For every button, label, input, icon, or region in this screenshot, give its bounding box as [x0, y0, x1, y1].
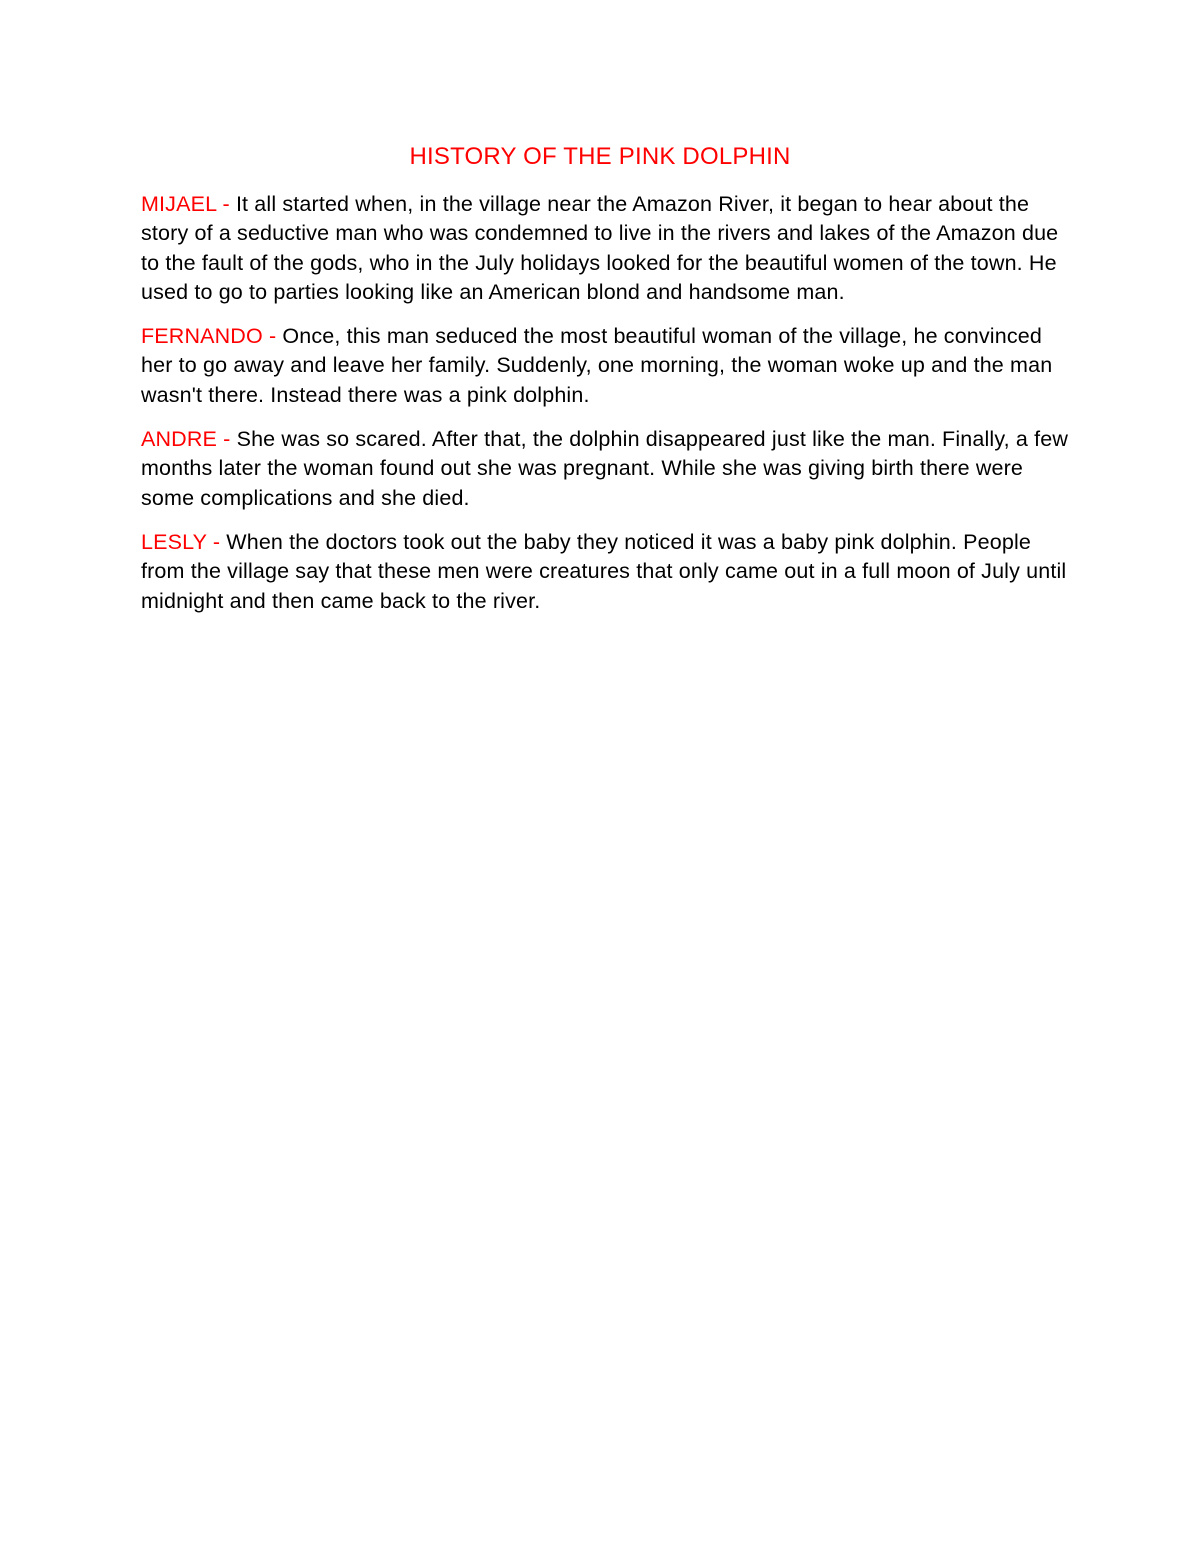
paragraph-andre	[141, 425, 1071, 513]
paragraph-fernando	[141, 322, 1071, 410]
paragraph-mijael	[141, 190, 1071, 307]
paragraph-text: When the doctors took out the baby they noticed it was a baby pink dolphin. People from the village say that these men were creatures that only came out in a full moon of July until midnight and then came back to the river.	[141, 529, 1067, 613]
speaker-label: ANDRE -	[141, 427, 237, 452]
speaker-label: LESLY -	[141, 529, 227, 554]
document-body	[141, 190, 1071, 631]
document-title: HISTORY OF THE PINK DOLPHIN	[409, 143, 791, 170]
paragraph-text: Once, this man seduced the most beautiful woman of the village, he convinced her to go away and leave her family. Suddenly, one morning, the woman woke up and the man wasn't there. Instead there was a pink dolphin.	[141, 324, 1053, 407]
paragraph-lesly	[141, 528, 1071, 616]
speaker-label: MIJAEL -	[141, 192, 236, 216]
speaker-label: FERNANDO -	[141, 324, 283, 349]
paragraph-text: She was so scared. After that, the dolphin disappeared just like the man. Finally, a few months later the woman found out she was pregnant. While she was giving birth there were some complications and she died.	[141, 427, 1069, 510]
paragraph-text: It all started when, in the village near the Amazon River, it began to hear about the story of a seductive man who was condemned to live in the rivers and lakes of the Amazon due to the fault of the gods, who in the July holidays looked for the beautiful women of the town. He used to go to parties looking like an American blond and handsome man.	[141, 192, 1059, 304]
